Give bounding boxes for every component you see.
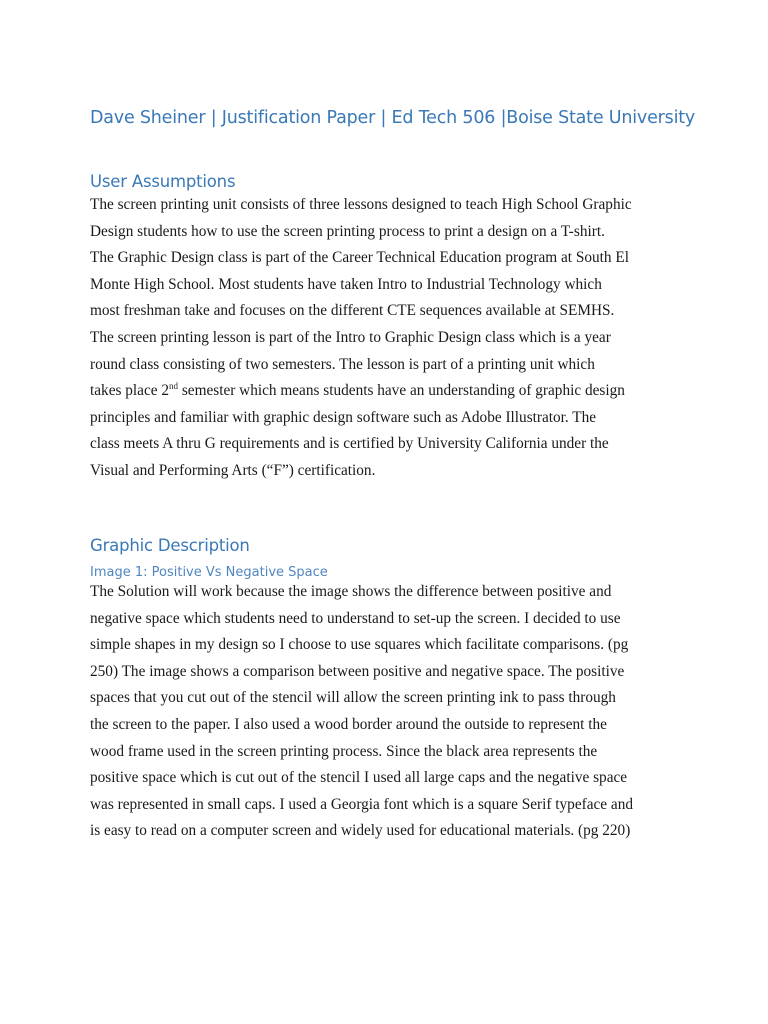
paragraph-line: the screen to the paper. I also used a wood border around the outside to represent the [90,715,607,733]
line-text: semester which means students have an understanding of graphic design [178,382,625,400]
graphic-description-heading: Graphic Description [90,536,250,555]
document-header: Dave Sheiner | Justification Paper | Ed Tech 506 |Boise State University [90,108,696,128]
paragraph-line: The screen printing lesson is part of the Intro to Graphic Design class which is a year [90,328,611,346]
paragraph-line: round class consisting of two semesters. The lesson is part of a printing unit which [90,355,595,373]
paragraph-line: simple shapes in my design so I choose to use squares which facilitate comparisons. (pg [90,636,629,654]
paragraph-line: Monte High School. Most students have taken Intro to Industrial Technology which [90,275,602,293]
paragraph-line: is easy to read on a computer screen and widely used for educational materials. (pg 220) [90,822,631,840]
line-text: takes place 2 [90,382,169,400]
paragraph-line: most freshman take and focuses on the different CTE sequences available at SEMHS. [90,302,615,320]
graphic-description-paragraph [90,579,690,845]
paragraph-line: The Solution will work because the image shows the difference between positive and [90,583,612,600]
user-assumptions-heading: User Assumptions [90,172,236,191]
paragraph-line: The Graphic Design class is part of the Career Technical Education program at South El [90,249,629,267]
paragraph-line: 250) The image shows a comparison between positive and negative space. The positive [90,662,625,680]
paragraph-line: wood frame used in the screen printing process. Since the black area represents the [90,742,598,760]
paragraph-line: was represented in small caps. I used a Georgia font which is a square Serif typeface and [90,795,633,813]
user-assumptions-paragraph [90,192,690,485]
paragraph-line: positive space which is cut out of the stencil I used all large caps and the negative space [90,769,628,787]
paragraph-line: Design students how to use the screen printing process to print a design on a T-shirt. [90,222,605,240]
paragraph-line: spaces that you cut out of the stencil will allow the screen printing ink to pass through [90,689,616,707]
paragraph-line: negative space which students need to understand to set-up the screen. I decided to use [90,609,621,627]
paragraph-line: Visual and Performing Arts (“F”) certification. [90,461,376,479]
image-1-subheading: Image 1: Positive Vs Negative Space [90,565,328,580]
ordinal-suffix: nd [169,381,178,392]
paragraph-line: principles and familiar with graphic design software such as Adobe Illustrator. The [90,408,597,426]
paragraph-line [90,378,690,405]
paragraph-line: class meets A thru G requirements and is certified by University California under the [90,435,609,453]
paragraph-line: The screen printing unit consists of three lessons designed to teach High School Graphic [90,196,632,213]
